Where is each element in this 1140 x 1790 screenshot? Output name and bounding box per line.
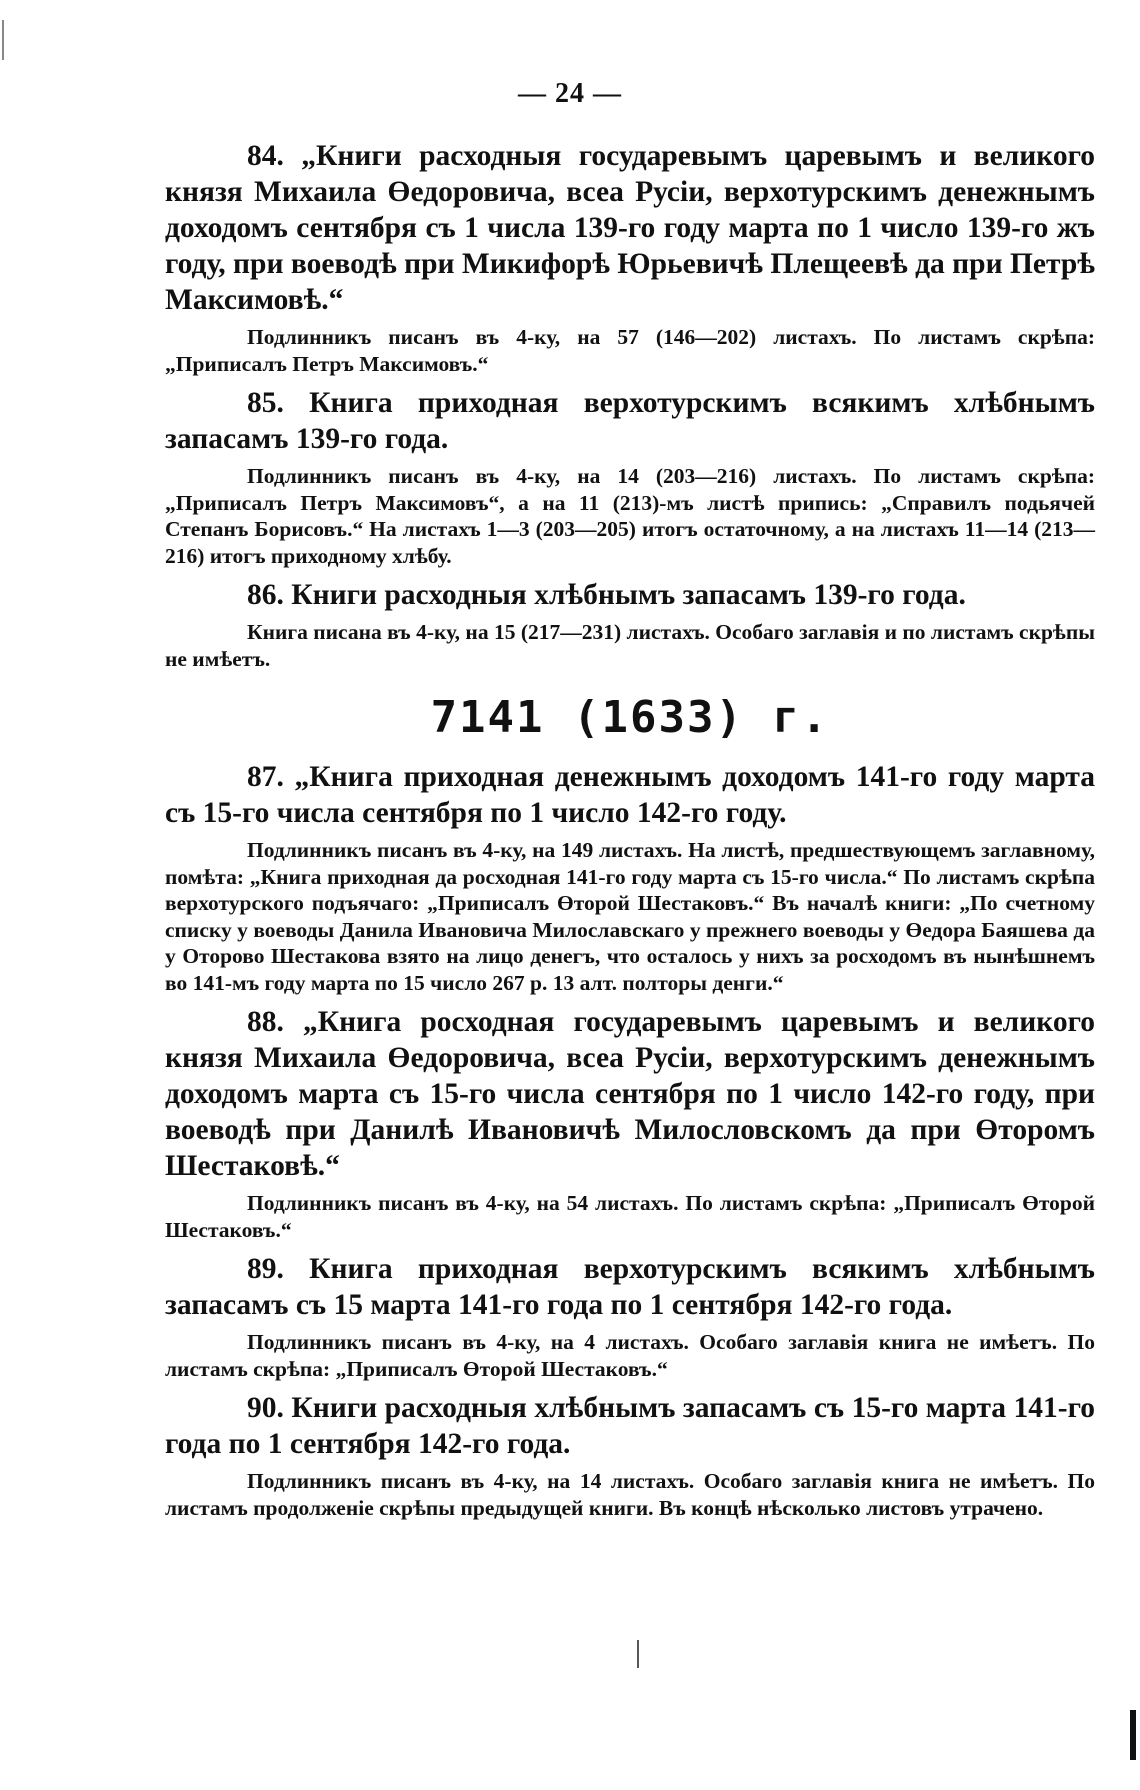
- entry-title-text: „Книга росходная государевымъ царевымъ и великого князя Михаила Өедоровича, всеа Русіи, верхотурскимъ денежнымъ доходомъ марта съ 15-го числа сентября по 1 число 142-го году, при воеводѣ при Данилѣ Ивановичѣ Милословскомъ да при Өторомъ Шестаковѣ.“: [165, 1006, 1096, 1182]
- scan-mark-corner: [1130, 1710, 1136, 1760]
- entry-88: [165, 1004, 1095, 1243]
- entry-note: Подлинникъ писанъ въ 4-ку, на 54 листахъ. По листамъ скрѣпа: „Приписалъ Өторой Шестаковъ.“: [165, 1191, 1095, 1242]
- entry-title-text: Книга приходная верхотурскимъ всякимъ хлѣбнымъ запасамъ 139-го года.: [165, 387, 1096, 455]
- page-number: — 24 —: [518, 78, 622, 109]
- entry-84: [165, 138, 1095, 377]
- entry-number: 90.: [247, 1392, 284, 1424]
- entry-number: 88.: [247, 1006, 284, 1038]
- entry-title: [165, 1251, 1095, 1323]
- entry-title: [165, 138, 1095, 318]
- entry-89: [165, 1251, 1095, 1382]
- entry-note: Подлинникъ писанъ въ 4-ку, на 14 (203—216) листахъ. По листамъ скрѣпа: „Приписалъ Петръ Максимовъ“, а на 11 (213)-мъ листѣ припись: „Справилъ подьячей Степанъ Борисовъ.“ На листахъ 1—3 (203—205) итогъ остаточному, а на листахъ 11—14 (213—216) итогъ приходному хлѣбу.: [165, 464, 1095, 568]
- entry-number: 84.: [247, 140, 284, 172]
- page-body: [165, 138, 1095, 1529]
- entry-title: [165, 759, 1095, 831]
- entry-title: [165, 577, 1095, 613]
- year-heading: 7141 (1633) г.: [430, 692, 830, 743]
- entry-title-text: „Книги расходныя государевымъ царевымъ и великого князя Михаила Өедоровича, всеа Русіи, верхотурскимъ денежнымъ доходомъ сентября съ 1 числа 139-го году марта по 1 число 139-го жъ году, при воеводѣ при Микифорѣ Юрьевичѣ Плещеевѣ да при Петрѣ Максимовѣ.“: [165, 140, 1096, 316]
- entry-title: [165, 1004, 1095, 1184]
- entry-number: 86.: [247, 579, 284, 611]
- entry-number: 85.: [247, 387, 284, 419]
- entry-85: [165, 385, 1095, 569]
- entry-number: 87.: [247, 761, 284, 793]
- entry-90: [165, 1390, 1095, 1521]
- scan-mark-left: [2, 20, 4, 60]
- entry-note: Подлинникъ писанъ въ 4-ку, на 149 листахъ. На листѣ, предшествующемъ заглавному, помѣта: „Книга приходная да росходная 141-го году марта съ 15-го числа.“ По листамъ скрѣпа верхотурского подъячаго: „Приписалъ Өторой Шестаковъ.“ Въ началѣ книги: „По счетному списку у воеводы Данила Ивановича Милославскаго у прежнего воеводы у Өедора Баяшева да у Оторово Шестакова взято на лицо денегъ, что осталось у нихъ за росходомъ въ нынѣшнемъ во 141-мъ году марта по 15 число 267 р. 13 алт. полторы денги.“: [165, 838, 1095, 995]
- entry-title-text: Книга приходная верхотурскимъ всякимъ хлѣбнымъ запасамъ съ 15 марта 141-го года по 1 сентября 142-го года.: [165, 1253, 1096, 1321]
- entry-title-text: „Книга приходная денежнымъ доходомъ 141-го году марта съ 15-го числа сентября по 1 число 142-го году.: [165, 761, 1096, 829]
- entry-title-text: Книги расходныя хлѣбнымъ запасамъ 139-го года.: [291, 579, 966, 611]
- entry-87: [165, 759, 1095, 996]
- entry-86: [165, 577, 1095, 672]
- entry-note: Подлинникъ писанъ въ 4-ку, на 14 листахъ. Особаго заглавія книга не имѣетъ. По листамъ продолженіе скрѣпы предыдущей книги. Въ концѣ нѣсколько листовъ утрачено.: [165, 1469, 1095, 1520]
- entry-title: [165, 1390, 1095, 1462]
- entry-note: Подлинникъ писанъ въ 4-ку, на 57 (146—202) листахъ. По листамъ скрѣпа: „Приписалъ Петръ Максимовъ.“: [165, 325, 1095, 376]
- entry-note: Книга писана въ 4-ку, на 15 (217—231) листахъ. Особаго заглавія и по листамъ скрѣпы не имѣетъ.: [165, 620, 1095, 671]
- entry-note: Подлинникъ писанъ въ 4-ку, на 4 листахъ. Особаго заглавія книга не имѣетъ. По листамъ скрѣпа: „Приписалъ Өторой Шестаковъ.“: [165, 1330, 1095, 1381]
- entry-number: 89.: [247, 1253, 284, 1285]
- entry-title-text: Книги расходныя хлѣбнымъ запасамъ съ 15-го марта 141-го года по 1 сентября 142-го года.: [165, 1392, 1095, 1460]
- scan-mark-bottom: [637, 1640, 639, 1668]
- entry-title: [165, 385, 1095, 457]
